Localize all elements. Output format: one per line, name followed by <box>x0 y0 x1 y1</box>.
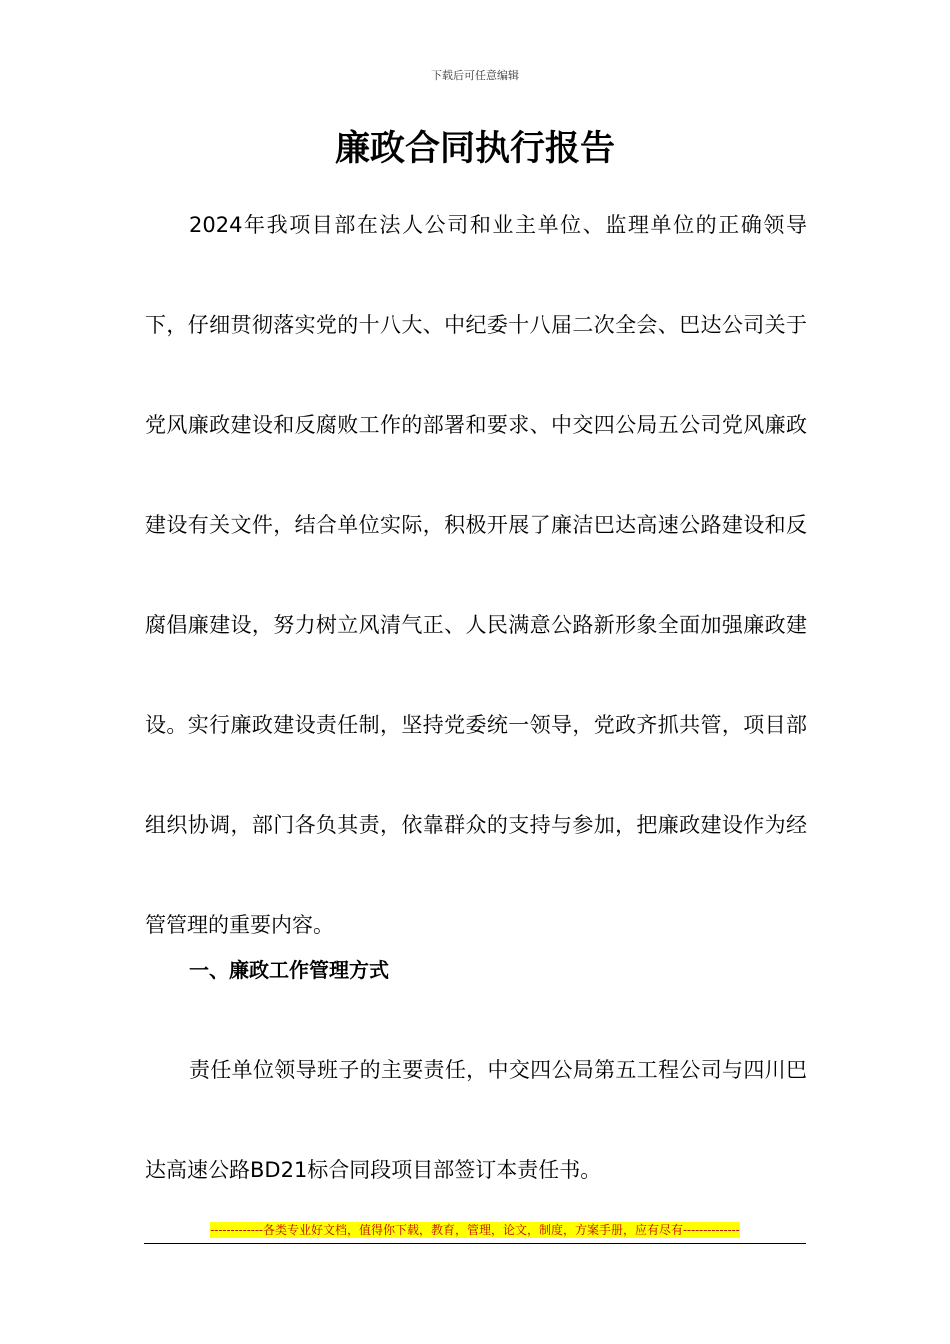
section-1-paragraph: 责任单位领导班子的主要责任，中交四公局第五工程公司与四川巴达高速公路BD21标合同段项目部签订本责任书。 <box>145 1058 807 1182</box>
header-note: 下载后可任意编辑 <box>431 69 519 82</box>
document-title: 廉政合同执行报告 <box>334 129 615 169</box>
footer-banner <box>0 1221 950 1238</box>
footer-divider <box>144 1243 806 1244</box>
intro-section <box>145 175 807 975</box>
section-heading-management: 一、廉政工作管理方式 <box>189 958 389 982</box>
intro-paragraph: 2024年我项目部在法人公司和业主单位、监理单位的正确领导下，仔细贯彻落实党的十八大、中纪委十八届二次全会、巴达公司关于党风廉政建设和反腐败工作的部署和要求、中交四公局五公司党风廉政建设有关文件，结合单位实际，积极开展了廉洁巴达高速公路建设和反腐倡廉建设，努力树立风清气正、人民满意公路新形象全面加强廉政建设。实行廉政建设责任制，坚持党委统一领导，党政齐抓共管，项目部组织协调，部门各负其责，依靠群众的支持与参加，把廉政建设作为经管管理的重要内容。 <box>145 213 807 937</box>
footer-banner-text: -------------各类专业好文档，值得你下载，教育，管理，论文，制度，方案手册，应有尽有-------------- <box>210 1223 740 1237</box>
section-1-body <box>145 1020 807 1220</box>
